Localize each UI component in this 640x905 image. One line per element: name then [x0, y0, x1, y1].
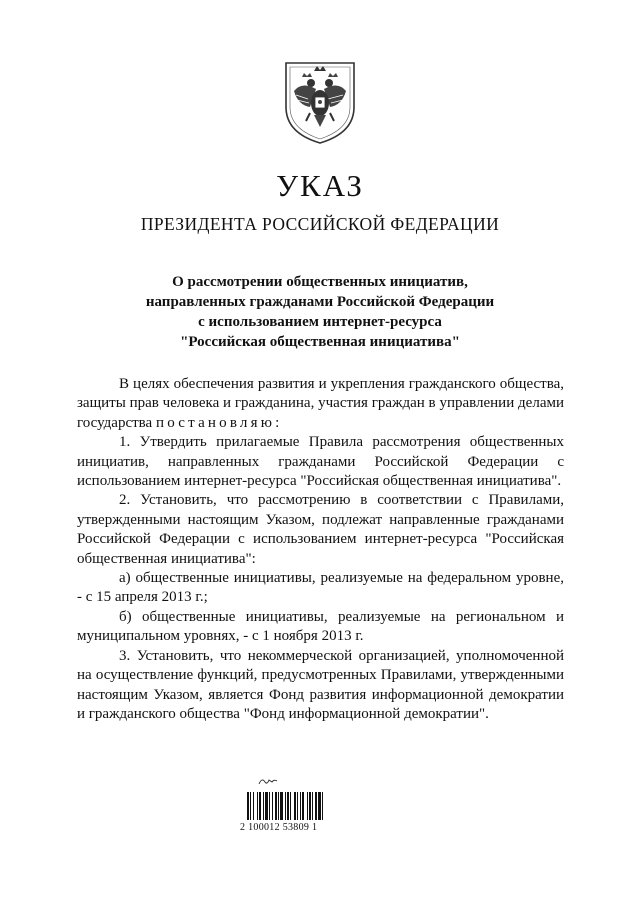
intro-end: : — [275, 414, 280, 431]
decree-heading — [0, 272, 640, 352]
barcode — [247, 792, 372, 820]
heading-line: О рассмотрении общественных инициатив, — [172, 274, 468, 290]
heading-line: с использованием интернет-ресурса — [198, 314, 442, 330]
handwritten-mark — [258, 776, 278, 786]
barcode-number: 2 100012 53809 1 — [240, 822, 318, 833]
decree-keyword: постановляю — [155, 414, 276, 431]
heading-line: "Российская общественная инициатива" — [180, 334, 460, 350]
heading-line: направленных гражданами Российской Федерации — [145, 294, 495, 310]
coat-of-arms-emblem — [280, 55, 360, 145]
paragraph-2b: б) общественные инициативы, реализуемые на региональном и муниципальном уровнях, - с 1 ноября 2013 г. — [77, 608, 564, 645]
paragraph-2: 2. Установить, что рассмотрению в соответствии с Правилами, утвержденными настоящим Указом, подлежат направленные гражданами Российской Федерации с использованием интернет-ресурса "Российская общественная инициатива": — [77, 492, 564, 567]
decree-body — [77, 375, 564, 724]
intro-paragraph — [77, 375, 564, 433]
page-subtitle: ПРЕЗИДЕНТА РОССИЙСКОЙ ФЕДЕРАЦИИ — [140, 214, 500, 234]
paragraph-3: 3. Установить, что некоммерческой организацией, уполномоченной на осуществление функций, предусмотренных Правилами, утвержденными настоящим Указом, является Фонд развития информационной демократии и гражданского общества "Фонд информационной демократии". — [77, 647, 564, 722]
paragraph-1: 1. Утвердить прилагаемые Правила рассмотрения общественных инициатив, направленных гражданами Российской Федерации с использованием интернет-ресурса "Российская общественная инициатива". — [77, 434, 564, 490]
page-title: УКАЗ — [276, 168, 364, 203]
intro-text: В целях обеспечения развития и укрепления гражданского общества, защиты прав человека и гражданина, участия граждан в управлении делами государства — [77, 376, 564, 431]
paragraph-2a: а) общественные инициативы, реализуемые на федеральном уровне, - с 15 апреля 2013 г.; — [77, 570, 564, 606]
